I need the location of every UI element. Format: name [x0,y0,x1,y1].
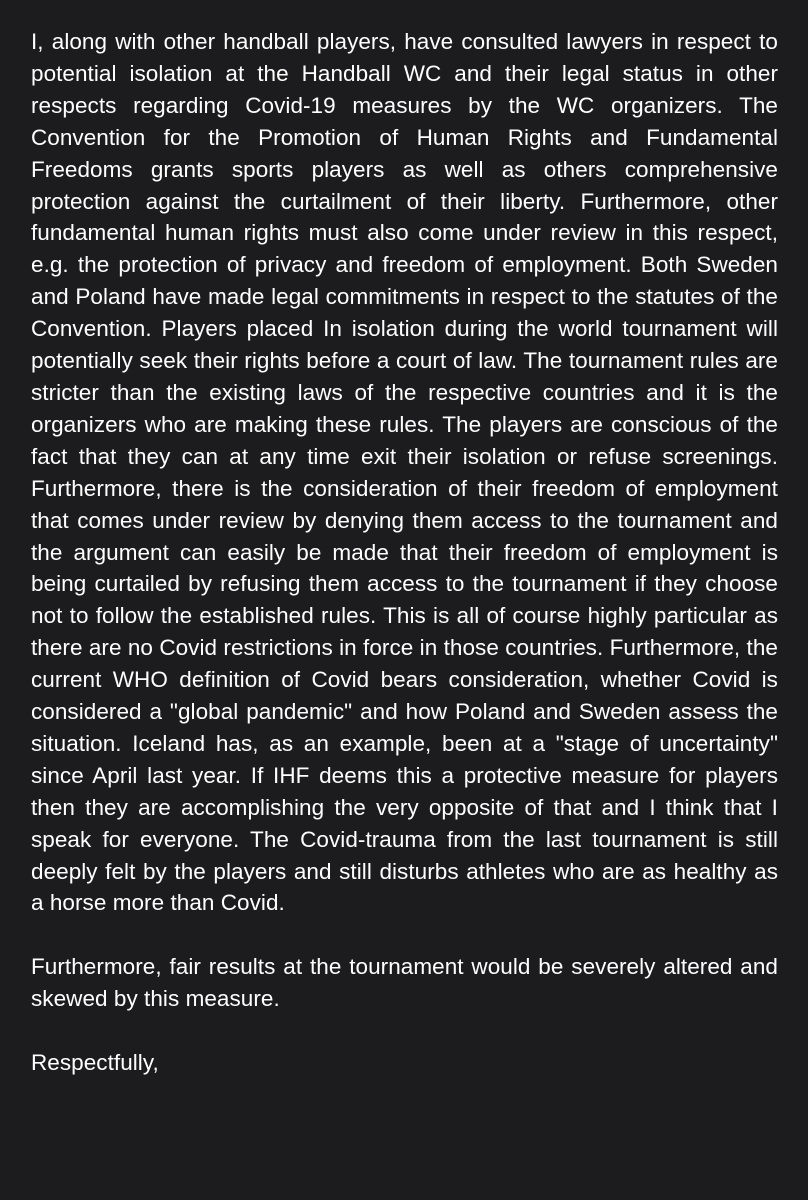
signoff: Respectfully, [31,1049,159,1075]
paragraph-main: I, along with other handball players, have consulted lawyers in respect to potential isolation at the Handball WC and their legal status in other respects regarding Covid-19 measures by the WC organizers. The Convention for the Promotion of Human Rights and Fundamental Freedoms grants sports players as well as others comprehensive protection against the curtailment of their liberty. Furthermore, other fundamental human rights must also come under review in this respect, e.g. the protection of privacy and freedom of employment. Both Sweden and Poland have made legal commitments in respect to the statutes of the Convention. Players placed In isolation during the world tournament will potentially seek their rights before a court of law. The tournament rules are stricter than the existing laws of the respective countries and it is the organizers who are making these rules. The players are conscious of the fact that they can at any time exit their isolation or refuse screenings. Furthermore, there is the consideration of their freedom of employment that comes under review by denying them access to the tournament and the argument can easily be made that their freedom of employment is being curtailed by refusing them access to the tournament if they choose not to follow the established rules. This is all of course highly particular as there are no Covid restrictions in force in those countries. Furthermore, the current WHO definition of Covid bears consideration, whether Covid is considered a "global pandemic" and how Poland and Sweden assess the situation. Iceland has, as an example, been at a "stage of uncertainty" since April last year. If IHF deems this a protective measure for players then they are accomplishing the very opposite of that and I think that I speak for everyone. The Covid-trauma from the last tournament is still deeply felt by the players and still disturbs athletes who are as healthy as a horse more than Covid. [31,29,778,916]
note-body [31,26,778,1079]
paragraph-fair-results: Furthermore, fair results at the tournament would be severely altered and skewed by this measure. [31,954,778,1012]
